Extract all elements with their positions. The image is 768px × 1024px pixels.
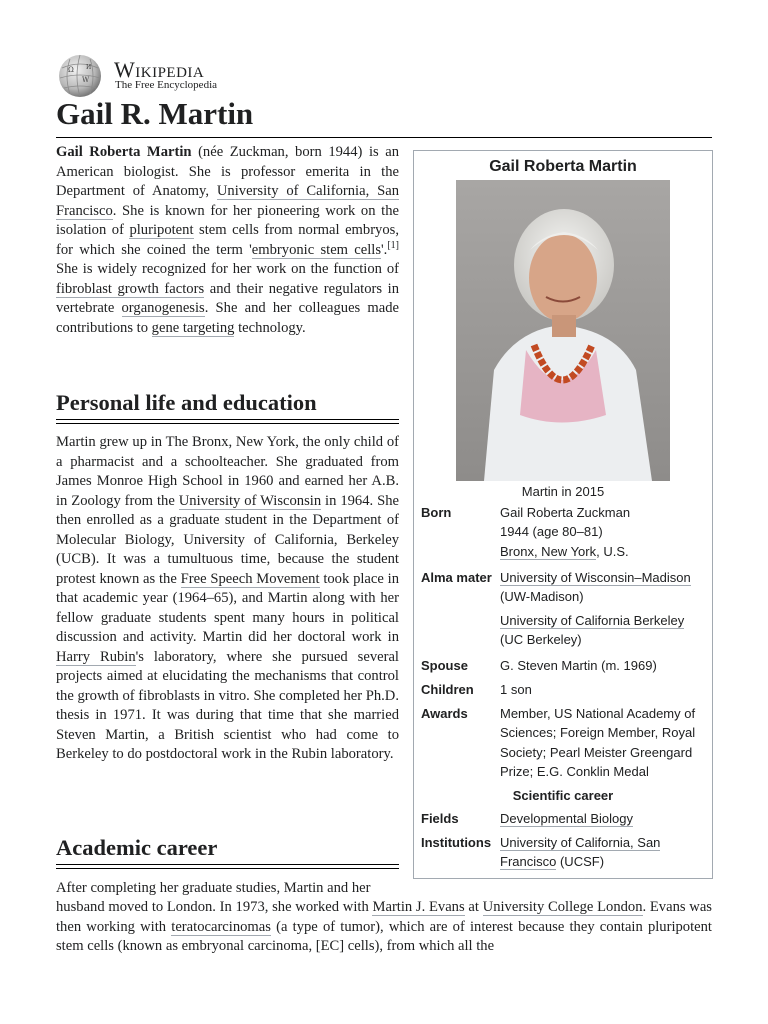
text: (UW-Madison) — [500, 589, 584, 605]
personal-paragraph — [56, 433, 399, 765]
svg-text:Ω: Ω — [68, 66, 74, 74]
link-ucsf-institution[interactable]: University of California, San Francisco — [500, 835, 661, 870]
row-value: 1 son — [500, 682, 532, 697]
text: 's laboratory, where she pursued several projects aimed at elucidating the mechanisms that control the growth of fibroblasts in vitro. She completed her Ph.D. thesis in 1971. It was during that time that she married Steven Martin, a British scientist who had come to Berkeley to do postdoctoral work in the Rubin laboratory. — [56, 648, 399, 762]
career-paragraph-line: After completing her graduate studies, Martin and her — [56, 880, 371, 896]
text: (a type of tumor), which are of interest because they contain pluripotent stem cells (known as embryonal carcinoma, [EC] cells), from which all the — [56, 918, 712, 954]
section-heading-career: Academic career — [56, 835, 218, 860]
link-ucsf[interactable]: University of California, San Francisco — [56, 183, 399, 219]
tagline: The Free Encyclopedia — [115, 79, 218, 91]
puzzle-globe-icon — [56, 54, 104, 98]
link-embryonic-stem-cells[interactable]: embryonic stem cells — [251, 241, 382, 258]
link-pluripotent[interactable]: pluripotent — [129, 222, 194, 238]
text: stem cells from normal embryos, for which she coined the term ' — [56, 222, 399, 258]
text: took place in that academic year (1964–65), and Martin along with her fellow graduate students spent many hours in political discussion and activity. Martin did her doctoral work in — [56, 570, 399, 645]
text: and their negative regulators in vertebrate — [56, 280, 399, 316]
link-uc-berkeley[interactable]: University of California Berkeley — [500, 612, 685, 628]
row-label: Awards — [421, 706, 468, 721]
row-label: Fields — [421, 811, 459, 826]
career-paragraph — [56, 898, 712, 957]
text: (UC Berkeley) — [500, 631, 582, 647]
text: She is widely recognized for her work on the function of — [56, 261, 399, 277]
link-organogenesis[interactable]: organogenesis — [121, 300, 205, 316]
text: at — [464, 899, 483, 915]
link-developmental-biology[interactable]: Developmental Biology — [500, 811, 633, 826]
row-label: Spouse — [421, 658, 468, 673]
text: . She is known for her pioneering work on the isolation of — [56, 202, 399, 238]
wordmark: Wikipedia — [114, 57, 205, 82]
link-martin-j-evans[interactable]: Martin J. Evans — [372, 899, 465, 915]
text: (née Zuckman, born 1944) is an American biologist. She is professor emerita in the Department of Anatomy, — [56, 144, 399, 199]
page-title: Gail R. Martin — [56, 96, 254, 131]
wikipedia-logo[interactable] — [56, 54, 256, 98]
text: '. — [381, 241, 388, 258]
section-divider — [56, 864, 399, 869]
svg-text:W: W — [82, 76, 90, 84]
text: Martin grew up in The Bronx, New York, the only child of a pharmacist and a schoolteacher. She graduated from James Monroe High School in 1960 and earned her A.B. in Zoology from the — [56, 434, 399, 509]
infobox-section-header: Scientific career — [512, 788, 614, 803]
section-divider — [56, 419, 399, 424]
text: husband moved to London. In 1973, she worked with — [56, 899, 373, 915]
row-value — [500, 568, 710, 649]
text: , U.S. — [596, 543, 629, 559]
portrait-photo[interactable] — [456, 180, 670, 481]
svg-text:И: И — [86, 64, 92, 71]
row-label: Born — [421, 505, 452, 520]
row-label: Children — [421, 682, 474, 697]
link-uw-madison[interactable]: University of Wisconsin–Madison — [500, 570, 691, 585]
row-label: Institutions — [421, 835, 492, 850]
link-teratocarcinomas[interactable]: teratocarcinomas — [171, 918, 271, 935]
link-university-college-london[interactable]: University College London — [482, 899, 643, 915]
row-value — [500, 503, 710, 561]
text: technology. — [234, 319, 306, 336]
text: . Evans was then working with — [56, 899, 712, 935]
reference-1[interactable]: [1] — [387, 239, 399, 251]
row-value: G. Steven Martin (m. 1969) — [500, 658, 657, 673]
section-heading-personal: Personal life and education — [56, 390, 317, 415]
birth-year: 1944 (age 80–81) — [500, 524, 603, 540]
subject-name: Gail Roberta Martin — [56, 144, 192, 160]
infobox — [413, 150, 713, 879]
row-value — [500, 833, 710, 872]
row-label: Alma mater — [421, 570, 492, 585]
intro-paragraph — [56, 143, 399, 338]
row-value: Member, US National Academy of Sciences; Foreign Member, Royal Society; Pearl Meister Greengard Prize; E.G. Conklin Medal — [500, 706, 696, 779]
photo-caption: Martin in 2015 — [521, 484, 605, 499]
birth-name: Gail Roberta Zuckman — [500, 505, 631, 520]
link-university-of-wisconsin[interactable]: University of Wisconsin — [178, 492, 322, 509]
link-harry-rubin[interactable]: Harry Rubin — [56, 648, 136, 665]
link-gene-targeting[interactable]: gene targeting — [151, 319, 235, 336]
title-divider — [56, 137, 712, 138]
text: (UCSF) — [556, 854, 605, 870]
row-value — [500, 809, 710, 828]
text: in 1964. She then enrolled as a graduate student in the Department of Molecular Biology, University of California, Berkeley (UCB). It was a tumultuous time, because the student protest known as the — [56, 492, 399, 587]
link-bronx[interactable]: Bronx, New York — [500, 543, 597, 559]
infobox-title: Gail Roberta Martin — [489, 158, 637, 175]
text: . She and her colleagues made contributions to — [56, 300, 399, 336]
birth-place — [500, 542, 710, 561]
link-fibroblast-growth-factors[interactable]: fibroblast growth factors — [56, 280, 205, 297]
link-free-speech-movement[interactable]: Free Speech Movement — [180, 570, 320, 587]
